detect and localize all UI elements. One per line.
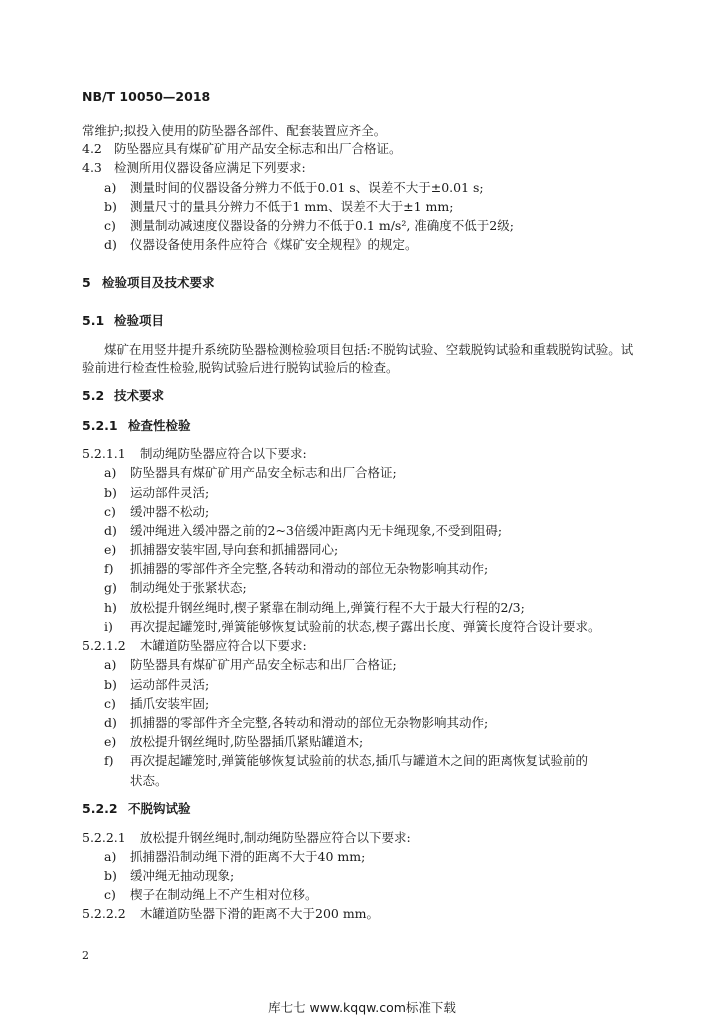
list-item: d) 仪器设备使用条件应符合《煤矿安全规程》的规定。 [104,237,418,252]
standard-header: NB/T 10050—2018 [82,89,211,104]
list-item: c) 缓冲器不松动; [104,504,210,519]
list-item: i) 再次提起罐笼时,弹簧能够恢复试验前的状态,楔子露出长度、弹簧长度符合设计要求。 [104,619,601,634]
section-heading-5-2: 5.2 技术要求 [82,388,165,403]
page-number: 2 [82,949,89,962]
section-heading-5: 5 检验项目及技术要求 [82,275,215,290]
list-item: a) 防坠器具有煤矿矿用产品安全标志和出厂合格证; [104,465,397,480]
list-item: b) 测量尺寸的量具分辨力不低于1 mm、误差不大于±1 mm; [104,199,454,214]
list-item: d) 缓冲绳进入缓冲器之前的2~3倍缓冲距离内无卡绳现象,不受到阻碍; [104,523,503,538]
list-item: f) 再次提起罐笼时,弹簧能够恢复试验前的状态,插爪与罐道木之间的距离恢复试验前的 [104,753,588,768]
list-item: b) 运动部件灵活; [104,485,210,500]
paragraph-line: 煤矿在用竖井提升系统防坠器检测检验项目包括:不脱钩试验、空载脱钩试验和重载脱钩试验。试 [104,342,634,357]
list-item: b) 运动部件灵活; [104,677,210,692]
list-item: e) 放松提升钢丝绳时,防坠器插爪紧贴罐道木; [104,734,364,749]
list-item: h) 放松提升钢丝绳时,楔子紧靠在制动绳上,弹簧行程不大于最大行程的2/3; [104,600,525,615]
section-heading-5-2-1: 5.2.1 检查性检验 [82,418,191,433]
list-item: a) 测量时间的仪器设备分辨力不低于0.01 s、误差不大于±0.01 s; [104,180,484,195]
list-item: b) 缓冲绳无抽动现象; [104,868,235,883]
footer-watermark: 库七七 www.kqqw.com标准下载 [268,1000,456,1015]
list-item: a) 防坠器具有煤矿矿用产品安全标志和出厂合格证; [104,657,397,672]
list-item: d) 抓捕器的零部件齐全完整,各转动和滑动的部位无杂物影响其动作; [104,715,489,730]
clause-5-2-1-1: 5.2.1.1 制动绳防坠器应符合以下要求: [82,446,307,461]
clause-4-2: 4.2 防坠器应具有煤矿矿用产品安全标志和出厂合格证。 [82,141,402,156]
clause-4-3: 4.3 检测所用仪器设备应满足下列要求: [82,160,306,175]
section-heading-5-1: 5.1 检验项目 [82,313,165,328]
list-item: c) 插爪安装牢固; [104,696,210,711]
list-item-continuation: 状态。 [130,773,168,788]
list-item: f) 抓捕器的零部件齐全完整,各转动和滑动的部位无杂物影响其动作; [104,561,489,576]
clause-5-2-2-1: 5.2.2.1 放松提升钢丝绳时,制动绳防坠器应符合以下要求: [82,830,411,845]
paragraph-line: 验前进行检查性检验,脱钩试验后进行脱钩试验后的检查。 [82,360,399,375]
list-item: g) 制动绳处于张紧状态; [104,580,247,595]
body-line: 常维护;拟投入使用的防坠器各部件、配套装置应齐全。 [82,123,387,138]
clause-5-2-1-2: 5.2.1.2 木罐道防坠器应符合以下要求: [82,638,307,653]
list-item: e) 抓捕器安装牢固,导向套和抓捕器同心; [104,542,339,557]
section-heading-5-2-2: 5.2.2 不脱钩试验 [82,801,191,816]
list-item: a) 抓捕器沿制动绳下滑的距离不大于40 mm; [104,849,366,864]
list-item: c) 测量制动减速度仪器设备的分辨力不低于0.1 m/s², 准确度不低于2级; [104,218,514,233]
list-item: c) 楔子在制动绳上不产生相对位移。 [104,887,318,902]
clause-5-2-2-2: 5.2.2.2 木罐道防坠器下滑的距离不大于200 mm。 [82,906,380,921]
